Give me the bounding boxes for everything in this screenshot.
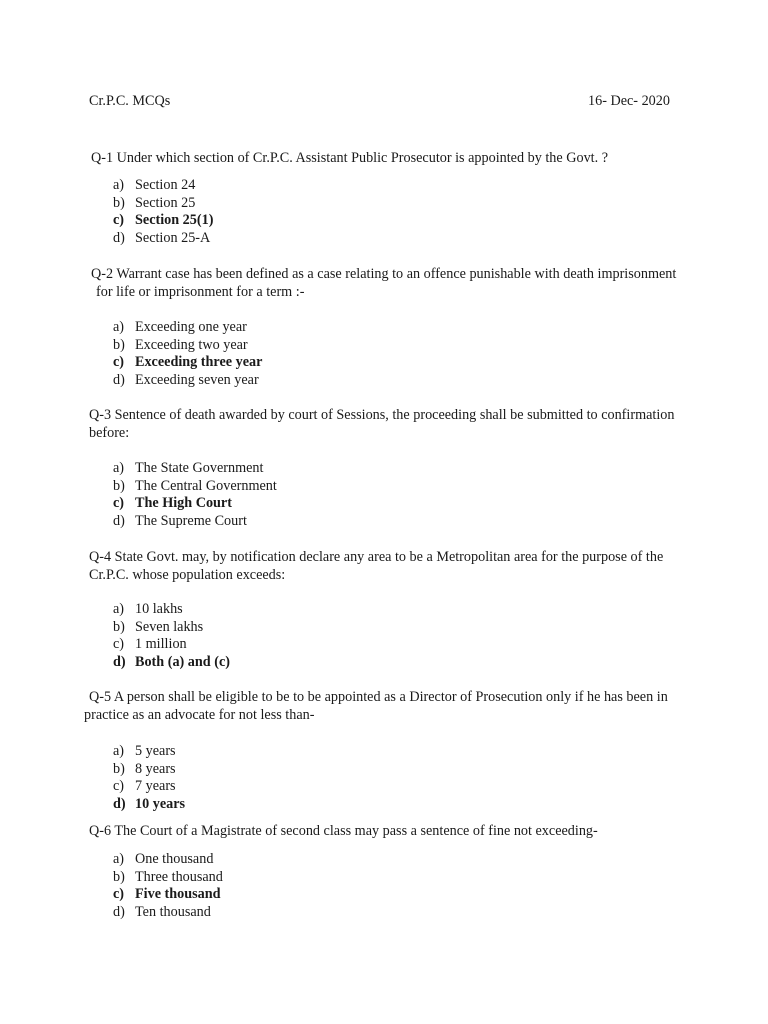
option-text: Exceeding seven year	[135, 372, 259, 389]
option-d	[113, 372, 262, 390]
option-a	[113, 743, 185, 761]
option-c-correct	[113, 495, 277, 513]
option-letter: d)	[113, 654, 126, 671]
option-c-correct	[113, 212, 213, 230]
option-text: The Central Government	[135, 477, 277, 494]
question-text-line: Cr.P.C. whose population exceeds:	[89, 566, 286, 583]
option-text: Section 24	[135, 177, 196, 193]
question-text-line: for life or imprisonment for a term :-	[96, 283, 305, 300]
option-b	[113, 195, 213, 213]
option-d	[113, 904, 223, 922]
question-text-line: Q-4 State Govt. may, by notification declare any area to be a Metropolitan area for the purpose of the	[89, 549, 664, 565]
option-text: Exceeding one year	[135, 319, 247, 335]
option-text: Ten thousand	[135, 904, 211, 921]
option-d-correct	[113, 654, 230, 672]
option-letter: c)	[113, 354, 125, 371]
question-1	[91, 150, 608, 168]
option-c	[113, 778, 185, 796]
option-c-correct	[113, 354, 262, 372]
question-5	[84, 689, 668, 724]
option-letter: b)	[113, 868, 125, 885]
option-text: Five thousand	[135, 886, 221, 903]
option-b	[113, 619, 230, 637]
option-letter: c)	[113, 636, 125, 653]
option-text: Both (a) and (c)	[135, 654, 230, 671]
option-a	[113, 601, 230, 619]
option-letter: a)	[113, 460, 125, 476]
document-date: 16- Dec- 2020	[588, 93, 670, 109]
option-b	[113, 337, 262, 355]
option-letter: a)	[113, 743, 125, 759]
option-letter: a)	[113, 319, 125, 335]
option-text: Section 25-A	[135, 230, 211, 247]
question-text-line: Q-3 Sentence of death awarded by court of Sessions, the proceeding shall be submitted to confirmation	[89, 407, 675, 423]
option-letter: d)	[113, 904, 125, 921]
options-question-4	[113, 601, 230, 672]
question-text-line: Q-1 Under which section of Cr.P.C. Assistant Public Prosecutor is appointed by the Govt. ?	[91, 150, 609, 166]
option-letter: b)	[113, 194, 125, 211]
option-text: The High Court	[135, 495, 232, 512]
option-text: Section 25(1)	[135, 212, 214, 229]
option-d-correct	[113, 796, 185, 814]
question-4	[89, 549, 663, 584]
option-a	[113, 851, 223, 869]
question-text-line: before:	[89, 424, 130, 441]
option-text: 1 million	[135, 636, 187, 653]
options-question-3	[113, 460, 277, 531]
question-text-line: Q-5 A person shall be eligible to be to be appointed as a Director of Prosecution only if he has been in	[89, 689, 668, 705]
option-text: One thousand	[135, 851, 214, 867]
option-text: 5 years	[135, 743, 176, 759]
option-text: Section 25	[135, 194, 196, 211]
option-letter: d)	[113, 513, 125, 530]
options-question-6	[113, 851, 223, 922]
options-question-1	[113, 177, 213, 248]
option-b	[113, 761, 185, 779]
option-text: Exceeding three year	[135, 354, 263, 371]
question-6	[89, 823, 598, 841]
option-text: 10 years	[135, 796, 186, 813]
document-title: Cr.P.C. MCQs	[89, 93, 171, 109]
option-letter: d)	[113, 372, 125, 389]
option-letter: b)	[113, 618, 125, 635]
option-letter: b)	[113, 760, 125, 777]
option-c-correct	[113, 886, 223, 904]
question-2	[91, 266, 676, 301]
option-text: The State Government	[135, 460, 264, 476]
option-text: The Supreme Court	[135, 513, 247, 530]
option-d	[113, 513, 277, 531]
option-letter: c)	[113, 212, 125, 229]
option-text: Seven lakhs	[135, 618, 204, 635]
option-c	[113, 636, 230, 654]
option-d	[113, 230, 213, 248]
option-letter: d)	[113, 230, 125, 247]
option-letter: c)	[113, 778, 125, 795]
option-text: 10 lakhs	[135, 601, 183, 617]
option-text: Three thousand	[135, 868, 223, 885]
option-text: 7 years	[135, 778, 176, 795]
options-question-5	[113, 743, 185, 814]
option-letter: c)	[113, 886, 125, 903]
question-text-line: Q-2 Warrant case has been defined as a case relating to an offence punishable with death imprisonment	[91, 266, 677, 282]
option-letter: b)	[113, 477, 125, 494]
option-b	[113, 869, 223, 887]
question-3	[89, 407, 674, 442]
option-letter: c)	[113, 495, 125, 512]
option-a	[113, 460, 277, 478]
option-a	[113, 319, 262, 337]
question-text-line: practice as an advocate for not less than-	[84, 706, 315, 723]
question-text-line: Q-6 The Court of a Magistrate of second class may pass a sentence of fine not exceeding-	[89, 823, 598, 839]
option-b	[113, 478, 277, 496]
option-letter: a)	[113, 851, 125, 867]
option-letter: b)	[113, 336, 125, 353]
option-a	[113, 177, 213, 195]
options-question-2	[113, 319, 262, 390]
option-text: 8 years	[135, 760, 176, 777]
option-letter: d)	[113, 796, 126, 813]
option-letter: a)	[113, 601, 125, 617]
option-letter: a)	[113, 177, 125, 193]
option-text: Exceeding two year	[135, 336, 248, 353]
